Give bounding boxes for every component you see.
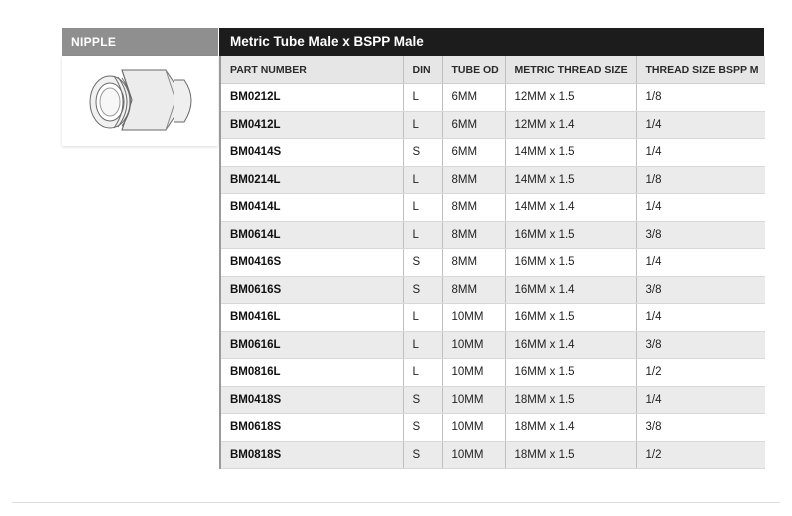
metric-thread-cell: 16MM x 1.5: [505, 304, 636, 332]
bspp-thread-cell: 3/8: [636, 331, 765, 359]
metric-thread-cell: 16MM x 1.5: [505, 359, 636, 387]
bspp-thread-cell: 1/4: [636, 386, 765, 414]
column-header-din: DIN: [403, 56, 442, 84]
part-number-cell: BM0616S: [220, 276, 403, 304]
table-row: [220, 111, 765, 139]
bspp-thread-cell: 1/2: [636, 441, 765, 469]
column-header-metric-thread-size: METRIC THREAD SIZE: [505, 56, 636, 84]
metric-thread-cell: 18MM x 1.5: [505, 386, 636, 414]
metric-thread-cell: 18MM x 1.5: [505, 441, 636, 469]
din-cell: S: [403, 249, 442, 277]
bspp-thread-cell: 1/4: [636, 304, 765, 332]
metric-thread-cell: 14MM x 1.5: [505, 139, 636, 167]
din-cell: L: [403, 304, 442, 332]
bspp-thread-cell: 3/8: [636, 414, 765, 442]
tube-od-cell: 8MM: [442, 194, 505, 222]
table-row: [220, 221, 765, 249]
part-number-cell: BM0214L: [220, 166, 403, 194]
table-row: [220, 386, 765, 414]
metric-thread-cell: 14MM x 1.4: [505, 194, 636, 222]
table-row: [220, 249, 765, 277]
part-number-cell: BM0616L: [220, 331, 403, 359]
tube-od-cell: 6MM: [442, 111, 505, 139]
metric-thread-cell: 18MM x 1.4: [505, 414, 636, 442]
part-number-cell: BM0412L: [220, 111, 403, 139]
table-row: [220, 359, 765, 387]
tube-od-cell: 10MM: [442, 304, 505, 332]
part-number-cell: BM0416L: [220, 304, 403, 332]
bspp-thread-cell: 1/2: [636, 359, 765, 387]
metric-thread-cell: 16MM x 1.5: [505, 249, 636, 277]
part-number-cell: BM0414S: [220, 139, 403, 167]
tube-od-cell: 8MM: [442, 276, 505, 304]
product-image: [62, 56, 218, 146]
table-row: [220, 276, 765, 304]
tube-od-cell: 8MM: [442, 249, 505, 277]
part-number-cell: BM0818S: [220, 441, 403, 469]
table-row: [220, 166, 765, 194]
din-cell: L: [403, 359, 442, 387]
bspp-thread-cell: 1/4: [636, 111, 765, 139]
metric-thread-cell: 16MM x 1.4: [505, 276, 636, 304]
table-row: [220, 414, 765, 442]
bspp-thread-cell: 3/8: [636, 221, 765, 249]
table-row: [220, 331, 765, 359]
table-row: [220, 194, 765, 222]
part-number-cell: BM0414L: [220, 194, 403, 222]
part-number-cell: BM0614L: [220, 221, 403, 249]
part-number-cell: BM0416S: [220, 249, 403, 277]
din-cell: L: [403, 166, 442, 194]
divider: [12, 502, 780, 503]
bspp-thread-cell: 1/4: [636, 249, 765, 277]
bspp-thread-cell: 1/8: [636, 84, 765, 112]
tube-od-cell: 6MM: [442, 84, 505, 112]
metric-thread-cell: 12MM x 1.4: [505, 111, 636, 139]
din-cell: S: [403, 276, 442, 304]
din-cell: S: [403, 386, 442, 414]
din-cell: S: [403, 139, 442, 167]
fitting-table: [219, 28, 764, 469]
column-header-tube-od: TUBE OD: [442, 56, 505, 84]
din-cell: L: [403, 221, 442, 249]
spec-table: [219, 56, 765, 469]
header-row: [220, 56, 765, 84]
bspp-thread-cell: 3/8: [636, 276, 765, 304]
category-label: NIPPLE: [62, 28, 218, 56]
hex-nipple-fitting-icon: [62, 56, 218, 146]
tube-od-cell: 10MM: [442, 331, 505, 359]
din-cell: S: [403, 414, 442, 442]
din-cell: L: [403, 84, 442, 112]
bspp-thread-cell: 1/4: [636, 194, 765, 222]
din-cell: L: [403, 331, 442, 359]
table-body: [220, 84, 765, 469]
part-number-cell: BM0212L: [220, 84, 403, 112]
tube-od-cell: 10MM: [442, 441, 505, 469]
din-cell: L: [403, 194, 442, 222]
tube-od-cell: 10MM: [442, 359, 505, 387]
bspp-thread-cell: 1/4: [636, 139, 765, 167]
table-row: [220, 84, 765, 112]
table-title: Metric Tube Male x BSPP Male: [219, 28, 764, 56]
table-row: [220, 304, 765, 332]
tube-od-cell: 8MM: [442, 166, 505, 194]
metric-thread-cell: 12MM x 1.5: [505, 84, 636, 112]
tube-od-cell: 6MM: [442, 139, 505, 167]
tube-od-cell: 10MM: [442, 386, 505, 414]
part-number-cell: BM0618S: [220, 414, 403, 442]
part-number-cell: BM0418S: [220, 386, 403, 414]
metric-thread-cell: 16MM x 1.5: [505, 221, 636, 249]
metric-thread-cell: 16MM x 1.4: [505, 331, 636, 359]
part-number-cell: BM0816L: [220, 359, 403, 387]
tube-od-cell: 8MM: [442, 221, 505, 249]
tube-od-cell: 10MM: [442, 414, 505, 442]
column-header-thread-size-bspp: THREAD SIZE BSPP M: [636, 56, 765, 84]
bspp-thread-cell: 1/8: [636, 166, 765, 194]
metric-thread-cell: 14MM x 1.5: [505, 166, 636, 194]
din-cell: S: [403, 441, 442, 469]
table-row: [220, 441, 765, 469]
table-row: [220, 139, 765, 167]
column-header-part-number: PART NUMBER: [220, 56, 403, 84]
din-cell: L: [403, 111, 442, 139]
